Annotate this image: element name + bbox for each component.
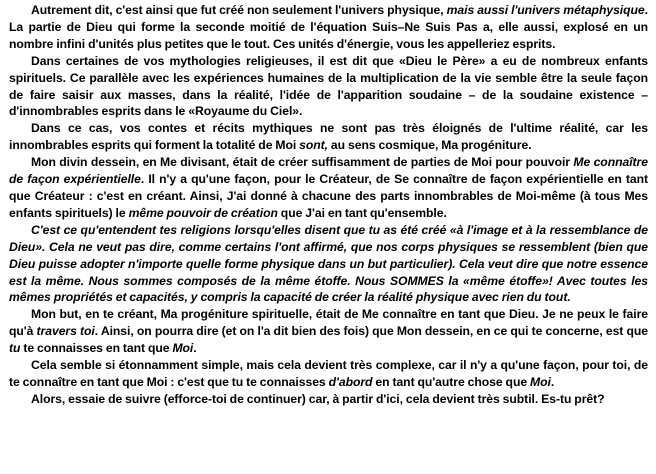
text-span-italic: Moi bbox=[172, 341, 194, 356]
text-span-italic: Moi bbox=[530, 374, 551, 389]
text-span: . bbox=[193, 341, 197, 356]
text-span-italic: même pouvoir de création bbox=[128, 205, 278, 220]
text-span-italic: sont, bbox=[299, 138, 328, 153]
text-span-italic: tu bbox=[9, 341, 21, 356]
paragraph-7 bbox=[9, 357, 648, 391]
text-span: . La partie de Dieu qui forme la seconde moitié de l'équation Suis–Ne Suis Pas a, elle aussi, explosé en un nombre infini d'unités plus petites que le tout. Ces unités d'énergie, vous les appelleriez esprits. bbox=[9, 3, 648, 51]
text-span: Dans certaines de vos mythologies religieuses, il est dit que «Dieu le Père» a eu de nombreux enfants spirituels. Ce parallèle avec les expériences humaines de la multiplication de la vie semble être la seule façon de faire saisir aux masses, dans la réalité, l'idée de l'apparition soudaine – de la soudaine existence – d'innombrables esprits dans le «Royaume du Ciel». bbox=[9, 53, 648, 119]
paragraph-8 bbox=[9, 391, 648, 408]
text-span: Dans ce cas, vos contes et récits mythiques ne sont pas très éloignés de l'ultime réalité, car les innombrables esprits qui forment la totalité de Moi bbox=[9, 121, 648, 153]
text-span: . Il n'y a qu'une façon, pour le Créateur, de Se connaître de façon expérientielle en tant que Créateur : c'est en créant. Ainsi, J'ai donné à chacune des parts innombrables de Moi-même (à tous Mes enfants spirituels) le bbox=[9, 172, 649, 220]
text-span: . Ainsi, on pourra dire (et on l'a dit bien des fois) que Mon dessein, en ce qui te concerne, est que bbox=[94, 324, 648, 339]
paragraph-6 bbox=[9, 306, 648, 357]
text-span-italic: d'abord bbox=[328, 374, 373, 389]
text-span: que J'ai en tant qu'ensemble. bbox=[277, 205, 447, 220]
text-span: Autrement dit, c'est ainsi que fut créé non seulement l'univers physique, bbox=[31, 3, 447, 17]
text-span: te connaisses en tant que bbox=[20, 341, 173, 356]
text-span-italic: Me connaître de façon expérientielle bbox=[9, 155, 648, 187]
text-span: Cela semble si étonnamment simple, mais cela devient très complexe, car il n'y a qu'une façon, pour toi, de te connaître en tant que Moi : c'est que tu te connaisses bbox=[9, 358, 648, 389]
text-span-italic: C'est ce qu'entendent tes religions lorsqu'elles disent que tu as été créé «à l'image et à la ressemblance de Dieu». Cela ne veut pas dire, comme certains l'ont affirmé, que nos corps physiques se ressemblent (bien que Dieu puisse adopter n'importe quelle forme physique dans un but particulier). Cela veut dire que notre essence est la même. Nous sommes composés de la même étoffe. Nous SOMMES la «même étoffe»! Avec toutes les mêmes propriétés et capacités, y compris la capacité de créer la réalité physique avec rien du tout. bbox=[9, 222, 648, 305]
text-span-italic: travers toi bbox=[36, 324, 95, 339]
paragraph-3 bbox=[9, 120, 648, 154]
text-span: Alors, essaie de suivre (efforce-toi de continuer) car, à partir d'ici, cela devient très subtil. Es-tu prêt? bbox=[31, 391, 605, 406]
text-span: Mon but, en te créant, Ma progéniture spirituelle, était de Me connaître en tant que Dieu. Je ne peux le faire qu'à bbox=[9, 307, 648, 339]
text-span: . bbox=[550, 374, 555, 389]
paragraph-2 bbox=[9, 53, 648, 121]
text-span-italic: mais aussi l'univers métaphysique bbox=[446, 3, 645, 17]
paragraph-4 bbox=[9, 154, 648, 222]
paragraph-1 bbox=[9, 2, 648, 53]
text-span: Mon divin dessein, en Me divisant, était de créer suffisamment de parties de Moi pour pouvoir bbox=[31, 155, 574, 170]
paragraph-5 bbox=[9, 222, 648, 307]
text-span: au sens cosmique, Ma progéniture. bbox=[328, 138, 532, 153]
text-span: en tant qu'autre chose que bbox=[372, 374, 531, 389]
